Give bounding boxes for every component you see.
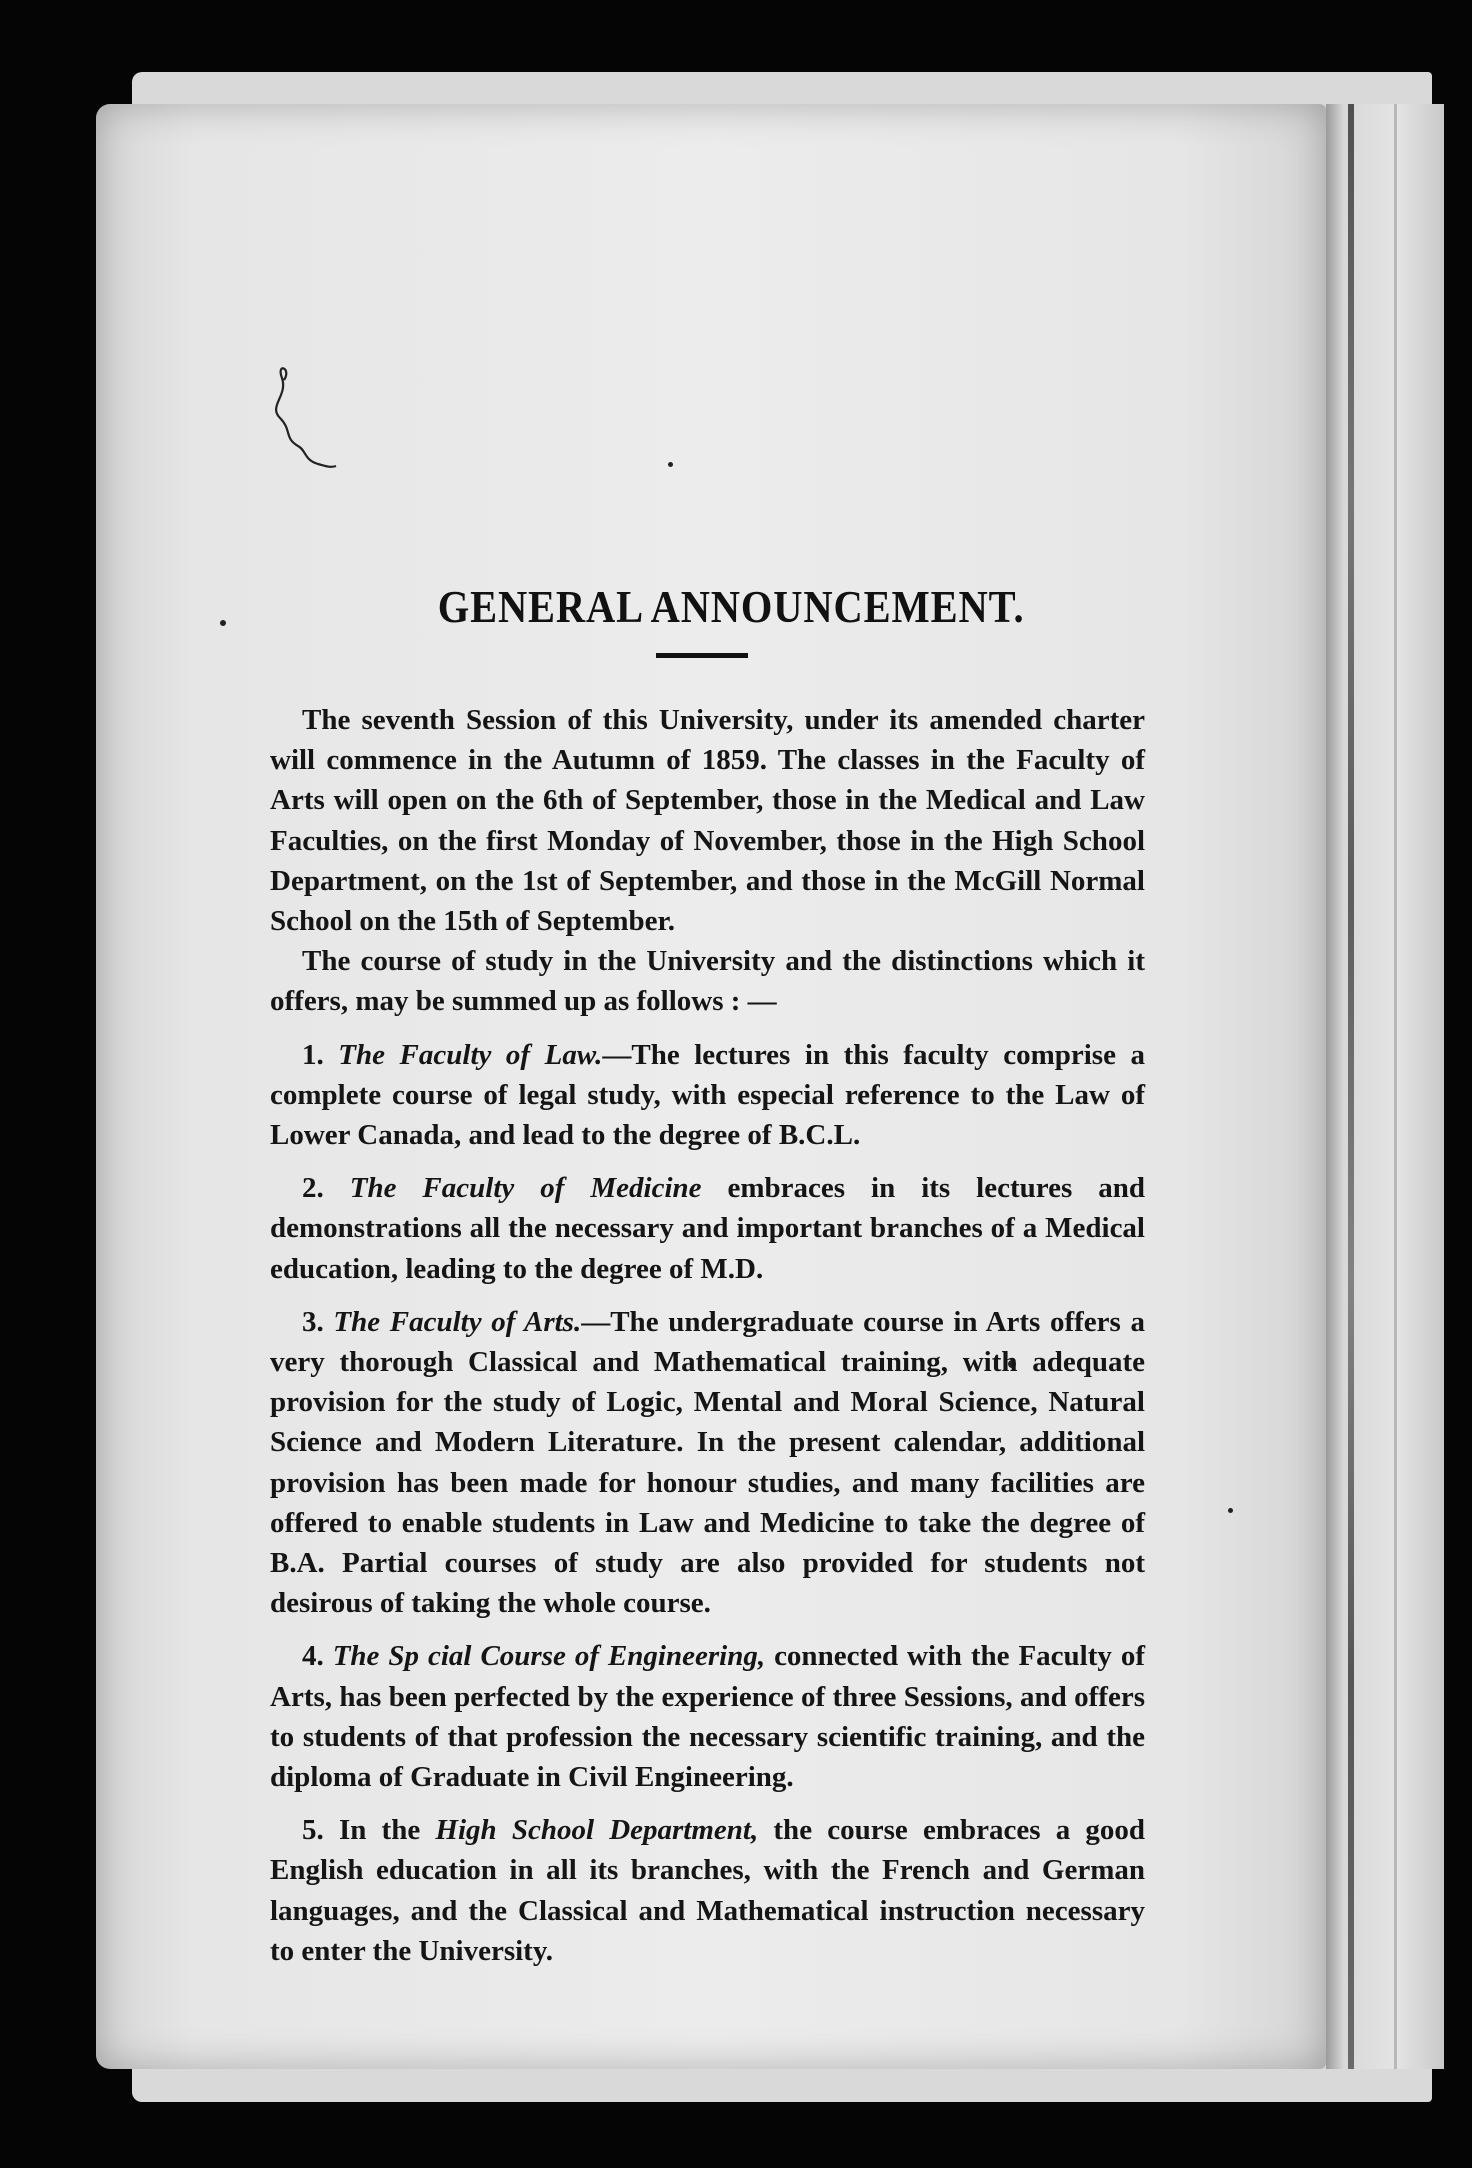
item-heading: The Faculty of Law.: [338, 1038, 603, 1071]
paragraph-text: —The lectures in this faculty comprise a complete course of legal study, with especial reference to the Law of Lower Canada, and lead to the degree of B.C.L.: [270, 1038, 1145, 1152]
item-heading: The Sp cial Course of Engineering,: [332, 1640, 766, 1673]
paragraph-intro: [270, 700, 1145, 941]
paragraph-text: The seventh Session of this University, under its amended charter will commence in the Autumn of 1859. The classes in the Faculty of Arts will open on the 6th of September, those in the Medical and Law Faculties, on the first Monday of November, those in the High School Department, on the 1st of September, and those in the McGill Normal School on the 15th of September.: [270, 704, 1145, 938]
announcement-body: [270, 700, 1145, 1971]
paragraph-text: embraces in its lectures and demonstrations all the necessary and important branches of a Medical education, leading to the degree of M.D.: [270, 1172, 1146, 1285]
item-number: 4.: [302, 1640, 324, 1673]
paragraph-text: the course embraces a good English education in all its branches, with the French and German languages, and the Classical and Mathematical instruction necessary to enter the University.: [270, 1814, 1146, 1967]
item-number: 5.: [302, 1814, 324, 1847]
paragraph-faculty-arts: [270, 1302, 1145, 1624]
item-heading: The Faculty of Medicine: [349, 1172, 702, 1205]
paragraph-summary: [270, 941, 1145, 1021]
paragraph-engineering: [270, 1636, 1145, 1797]
item-heading: The Faculty of Arts.: [333, 1305, 582, 1338]
paragraph-high-school: [270, 1810, 1145, 1971]
ink-mark-squiggle: [180, 278, 380, 528]
item-number: 2.: [302, 1172, 324, 1205]
item-heading: High School Department,: [435, 1814, 759, 1847]
page-title: GENERAL ANNOUNCEMENT.: [437, 581, 1025, 632]
page-crease: [1348, 104, 1354, 2069]
paragraph-text: connected with the Faculty of Arts, has been perfected by the experience of three Sessions, and offers to students of that profession the necessary scientific training, and the diploma of Graduate in Civil Engineering.: [270, 1640, 1145, 1794]
paragraph-faculty-medicine: [270, 1168, 1145, 1289]
title-rule: [656, 653, 748, 658]
adjacent-page-edge: [1326, 104, 1444, 2069]
paragraph-faculty-law: [270, 1035, 1145, 1156]
page-crease-secondary: [1394, 104, 1397, 2069]
item-lead: In the: [338, 1814, 436, 1847]
item-number: 3.: [302, 1305, 324, 1338]
ink-speck: [1228, 1508, 1233, 1513]
paragraph-text: —The undergraduate course in Arts offers a very thorough Classical and Mathematical training, with adequate provision for the study of Logic, Mental and Moral Science, Natural Science and Modern Literature. In the present calendar, additional provision has been made for honour studies, and many facilities are offered to enable students in Law and Medicine to take the degree of B.A. Partial courses of study are also provided for students not desirous of taking the whole course.: [270, 1305, 1145, 1620]
item-number: 1.: [302, 1038, 324, 1071]
paragraph-text: The course of study in the University and the distinctions which it offers, may be summed up as follows : —: [270, 945, 1145, 1018]
ink-speck: [668, 462, 673, 467]
